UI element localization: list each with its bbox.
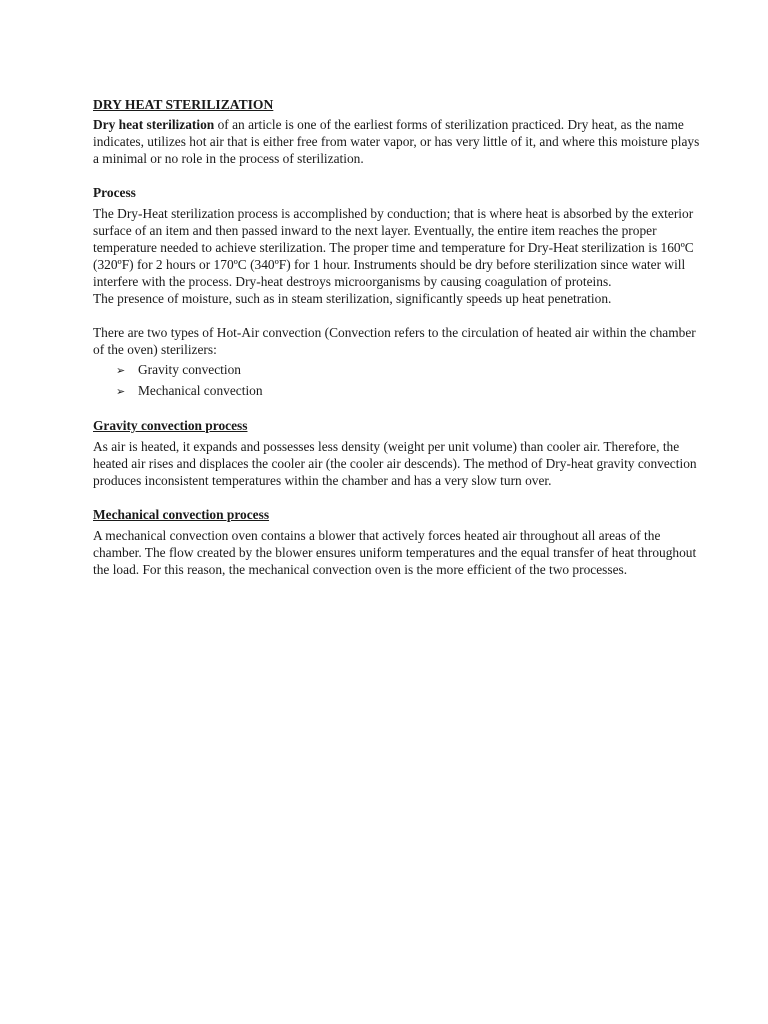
arrow-bullet-icon: ➢: [116, 385, 126, 398]
mechanical-heading: Mechanical convection process: [93, 507, 270, 522]
process-paragraph-1: The Dry-Heat sterilization process is accomplished by conduction; that is where heat is absorbed by the exterior surface of an item and then passed inward to the next layer. Eventually, the entire item reaches the proper temperature needed to achieve sterilization. The proper time and temperature for Dry-Heat sterilization is 160ºC (320ºF) for 2 hours or 170ºC (340ºF) for 1 hour. Instruments should be dry before sterilization since water will interfere with the process. Dry-heat destroys microorganisms by causing coagulation of proteins.: [93, 206, 694, 289]
list-item: [116, 361, 703, 382]
gravity-heading: Gravity convection process: [93, 418, 248, 433]
process-paragraph-2: The presence of moisture, such as in steam sterilization, significantly speeds up heat penetration.: [93, 291, 612, 306]
types-intro: There are two types of Hot-Air convection (Convection refers to the circulation of heated air within the chamber of the oven) sterilizers:: [93, 325, 696, 357]
intro-text: of an article is one of the earliest forms of sterilization practiced. Dry heat, as the name indicates, utilizes hot air that is either free from water vapor, or has very little of it, and where this moisture plays a minimal or no role in the process of sterilization.: [93, 117, 700, 166]
document-page: [93, 96, 703, 578]
document-title: DRY HEAT STERILIZATION: [93, 97, 274, 112]
types-list: [93, 361, 703, 403]
mechanical-paragraph: A mechanical convection oven contains a blower that actively forces heated air throughout all areas of the chamber. The flow created by the blower ensures uniform temperatures and the equal transfer of heat throughout the load. For this reason, the mechanical convection oven is the more efficient of the two processes.: [93, 528, 697, 577]
list-item-label: Mechanical convection: [138, 383, 263, 398]
intro-paragraph: [93, 116, 703, 167]
process-heading: Process: [93, 185, 136, 200]
gravity-paragraph: As air is heated, it expands and possesses less density (weight per unit volume) than cooler air. Therefore, the heated air rises and displaces the cooler air (the cooler air descends). The method of Dry-heat gravity convection produces inconsistent temperatures within the chamber and has a very slow turn over.: [93, 439, 697, 488]
list-item-label: Gravity convection: [138, 362, 241, 377]
arrow-bullet-icon: ➢: [116, 364, 126, 377]
intro-lead: Dry heat sterilization: [93, 117, 215, 132]
list-item: [116, 382, 703, 403]
